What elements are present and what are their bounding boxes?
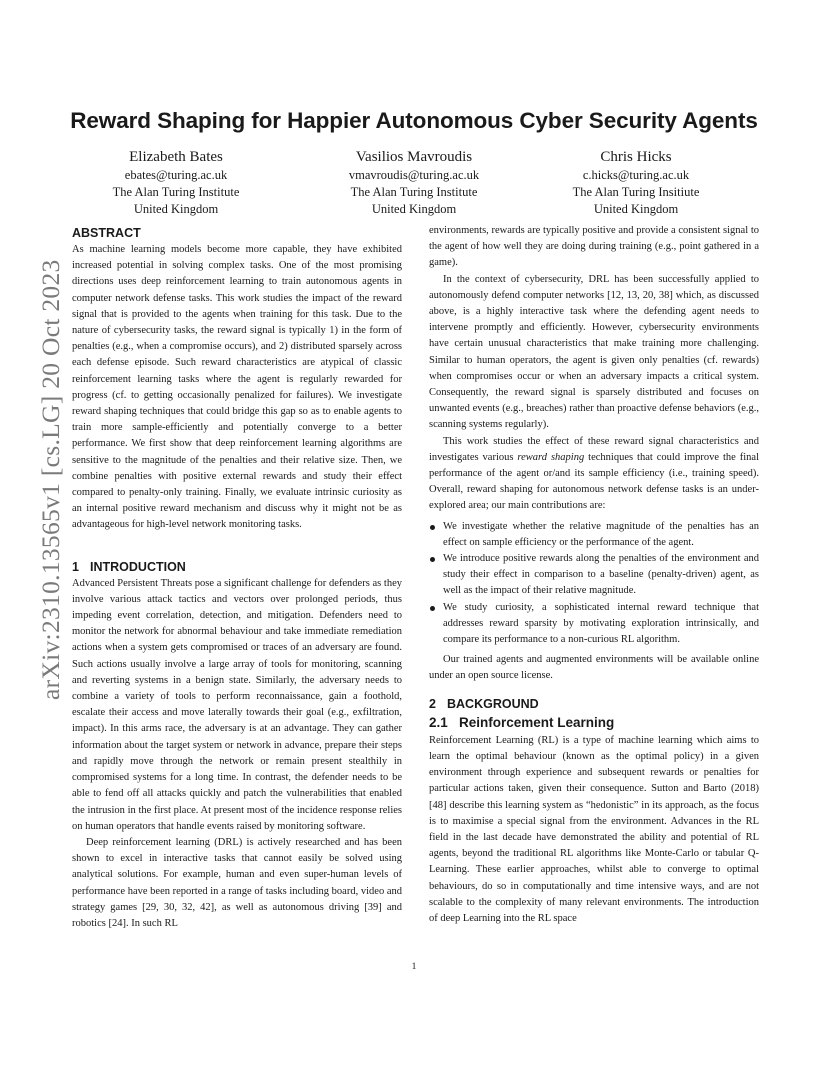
paper-title: Reward Shaping for Happier Autonomous Cyber Security Agents bbox=[70, 108, 758, 133]
author-email[interactable]: ebates@turing.ac.uk bbox=[124, 168, 228, 182]
author-name: Elizabeth Bates bbox=[129, 149, 223, 165]
subsection-title: Reinforcement Learning bbox=[459, 714, 615, 730]
section-title: BACKGROUND bbox=[447, 696, 539, 711]
arxiv-stamp-text: arXiv:2310.13565v1 [cs.LG] 20 Oct 2023 bbox=[36, 259, 65, 700]
author-affiliation: The Alan Turing Institute bbox=[350, 185, 478, 199]
paragraph: environments, rewards are typically positive and provide a consistent signal to the agent of how well they are doing during training (e.g., point gathered in a game). bbox=[429, 225, 759, 269]
emphasis: reward shaping bbox=[517, 451, 585, 463]
right-column bbox=[429, 223, 759, 927]
author-block bbox=[56, 147, 296, 218]
bullet-icon bbox=[430, 606, 435, 611]
author-name: Chris Hicks bbox=[600, 149, 672, 165]
subsection-heading-reinforcement-learning bbox=[429, 713, 759, 733]
subsection-number: 2.1 bbox=[429, 714, 448, 730]
page-number: 1 bbox=[411, 962, 417, 972]
section-title: INTRODUCTION bbox=[90, 559, 186, 574]
paragraph: Our trained agents and augmented environments will be available online under an open source license. bbox=[429, 654, 759, 682]
section-heading-background bbox=[429, 695, 759, 713]
paragraph bbox=[429, 434, 759, 515]
author-email[interactable]: vmavroudis@turing.ac.uk bbox=[348, 168, 480, 182]
text-run: This work studies the effect of these reward signal characteristics and investigates various bbox=[429, 435, 759, 463]
bullet-icon bbox=[430, 557, 435, 562]
paragraph: Deep reinforcement learning (DRL) is actively researched and has been shown to excel in interactive tasks that cannot easily be solved using analytical solutions. For example, human and even super-human levels of performance have been reported in a range of tasks including board, video and strategy games [29, 30, 32, 42], as well as autonomous driving [39] and robotics [24]. In such RL bbox=[72, 836, 402, 929]
paragraph: Advanced Persistent Threats pose a significant challenge for defenders as they involve various attack tactics and vectors over prolonged periods, thus impeding event correlation, detection, and mitigation. Defenders need to monitor the network for abnormal behaviour and take immediate remediation actions when a system gets compromised or traces of an adversary are found. Such actions usually involve a large array of tools for monitoring, scanning and reverting systems in a benign state. Similarly, the adversary needs to combine a variety of tools to perform reconnaissance, gain a foothold, escalate their access and move laterally towards their goal (e.g., exfiltration, impact). In this arms race, the adversary is at an advantage. They can gather information about the target system or network in advance, prepare their steps and rapidly move through the network or remain present stealthily in compromised systems for a long time. In contrast, the defender needs to be able to fend off all attacks quickly and patch the vulnerabilities that enabled the intrusion in the first place. At present most of the incidence response relies on human operators that handle events raised by monitoring software. bbox=[72, 577, 402, 832]
author-country: United Kingdom bbox=[133, 202, 219, 216]
author-block bbox=[294, 147, 534, 218]
paragraph: Reinforcement Learning (RL) is a type of machine learning which aims to learn the optimal behaviour (known as the optimal policy) in a given environment through experience and subsequent rewards or penalties for particular actions taken, given their consequence. Sutton and Barto (2018) [48] describe this learning system as “hedonistic” in its approach, as the focus is to maximise a special signal from the environment. Advances in the RL field in the last decade have demonstrated the ability and potential of RL agents, beyond the traditional RL algorithms like Monte-Carlo or tabular Q-Learning. These earlier approaches, whilst able to converge to optimal behaviours, do so in computationally and time intensive ways, and are not scalable to the complexity of many relevant environments. The introduction of deep Learning into the RL space bbox=[429, 734, 759, 924]
author-email[interactable]: c.hicks@turing.ac.uk bbox=[582, 168, 690, 182]
author-country: United Kingdom bbox=[371, 202, 457, 216]
author-name: Vasilios Mavroudis bbox=[355, 149, 473, 165]
left-column bbox=[72, 224, 402, 932]
author-affiliation: The Alan Turing Institute bbox=[112, 185, 240, 199]
list-item bbox=[429, 519, 759, 551]
list-item bbox=[429, 600, 759, 649]
bullet-icon bbox=[430, 525, 435, 530]
abstract-text: As machine learning models become more capable, they have exhibited increased potential in solving complex tasks. One of the most promising directions uses deep reinforcement learning to train autonomous agents in computer network defense tasks. This work studies the impact of the reward signal that is provided to the agents when training for this task. Due to the nature of cybersecurity tasks, the reward signal is typically 1) in the form of penalties (e.g., when a compromise occurs), and 2) distributed sparsely across each defense episode. Such reward characteristics are atypical of classic reinforcement learning tasks where the agent is regularly rewarded for progress (cf. to getting occasionally penalized for failures). We investigate reward shaping techniques that could bridge this gap so as to enable agents to train more sample-efficiently and potentially converge to a better performance. We first show that deep reinforcement learning algorithms are sensitive to the magnitude of the penalties and their relative size. Then, we combine penalties with positive external rewards and study their effect compared to penalty-only training. Finally, we evaluate intrinsic curiosity as an internal positive reward mechanism and discuss why it might not be as advantageous for high-level network monitoring tasks. bbox=[72, 244, 402, 531]
section-heading-introduction bbox=[72, 558, 402, 576]
paragraph: In the context of cybersecurity, DRL has been successfully applied to autonomously defend computer networks [12, 13, 20, 38] which, as discussed above, is a highly interactive task where the defending agent needs to intervene promptly and efficiently. However, cybersecurity environments have certain unusual characteristics that make training more challenging. Similar to human operators, the agent is given only penalties (cf. rewards) when compromises occur or when an adversary impacts a critical system. Consequently, the reward signal is sparsely distributed and focuses on unwanted events (e.g., breaches) rather than proactive defense behaviors (e.g., scanning systems regularly). bbox=[429, 273, 759, 431]
list-item-text: We study curiosity, a sophisticated internal reward technique that addresses reward sparsity by motivating exploration intrinsically, and compare its performance to a non-curious RL algorithm. bbox=[443, 601, 759, 646]
abstract-heading: ABSTRACT bbox=[72, 226, 141, 240]
author-block bbox=[516, 147, 756, 218]
text-run: techniques that could improve the final performance of the agent or/and its sample efficiency (i.e., training speed). Overall, reward shaping for autonomous network defense tasks is an under-explored area; our main contributions are: bbox=[429, 451, 760, 512]
list-item-text: We introduce positive rewards along the penalties of the environment and study their effect in comparison to a baseline (penalty-driven) agent, as well as the impact of their relative magnitude. bbox=[443, 553, 759, 597]
list-item bbox=[429, 551, 759, 600]
section-number: 1 bbox=[72, 559, 79, 574]
author-country: United Kingdom bbox=[593, 202, 679, 216]
list-item-text: We investigate whether the relative magnitude of the penalties has an effect on sample efficiency or the performance of the agent. bbox=[443, 520, 759, 548]
section-number: 2 bbox=[429, 696, 436, 711]
author-affiliation: The Alan Turing Insitiute bbox=[572, 185, 700, 199]
contribution-list bbox=[429, 519, 759, 649]
